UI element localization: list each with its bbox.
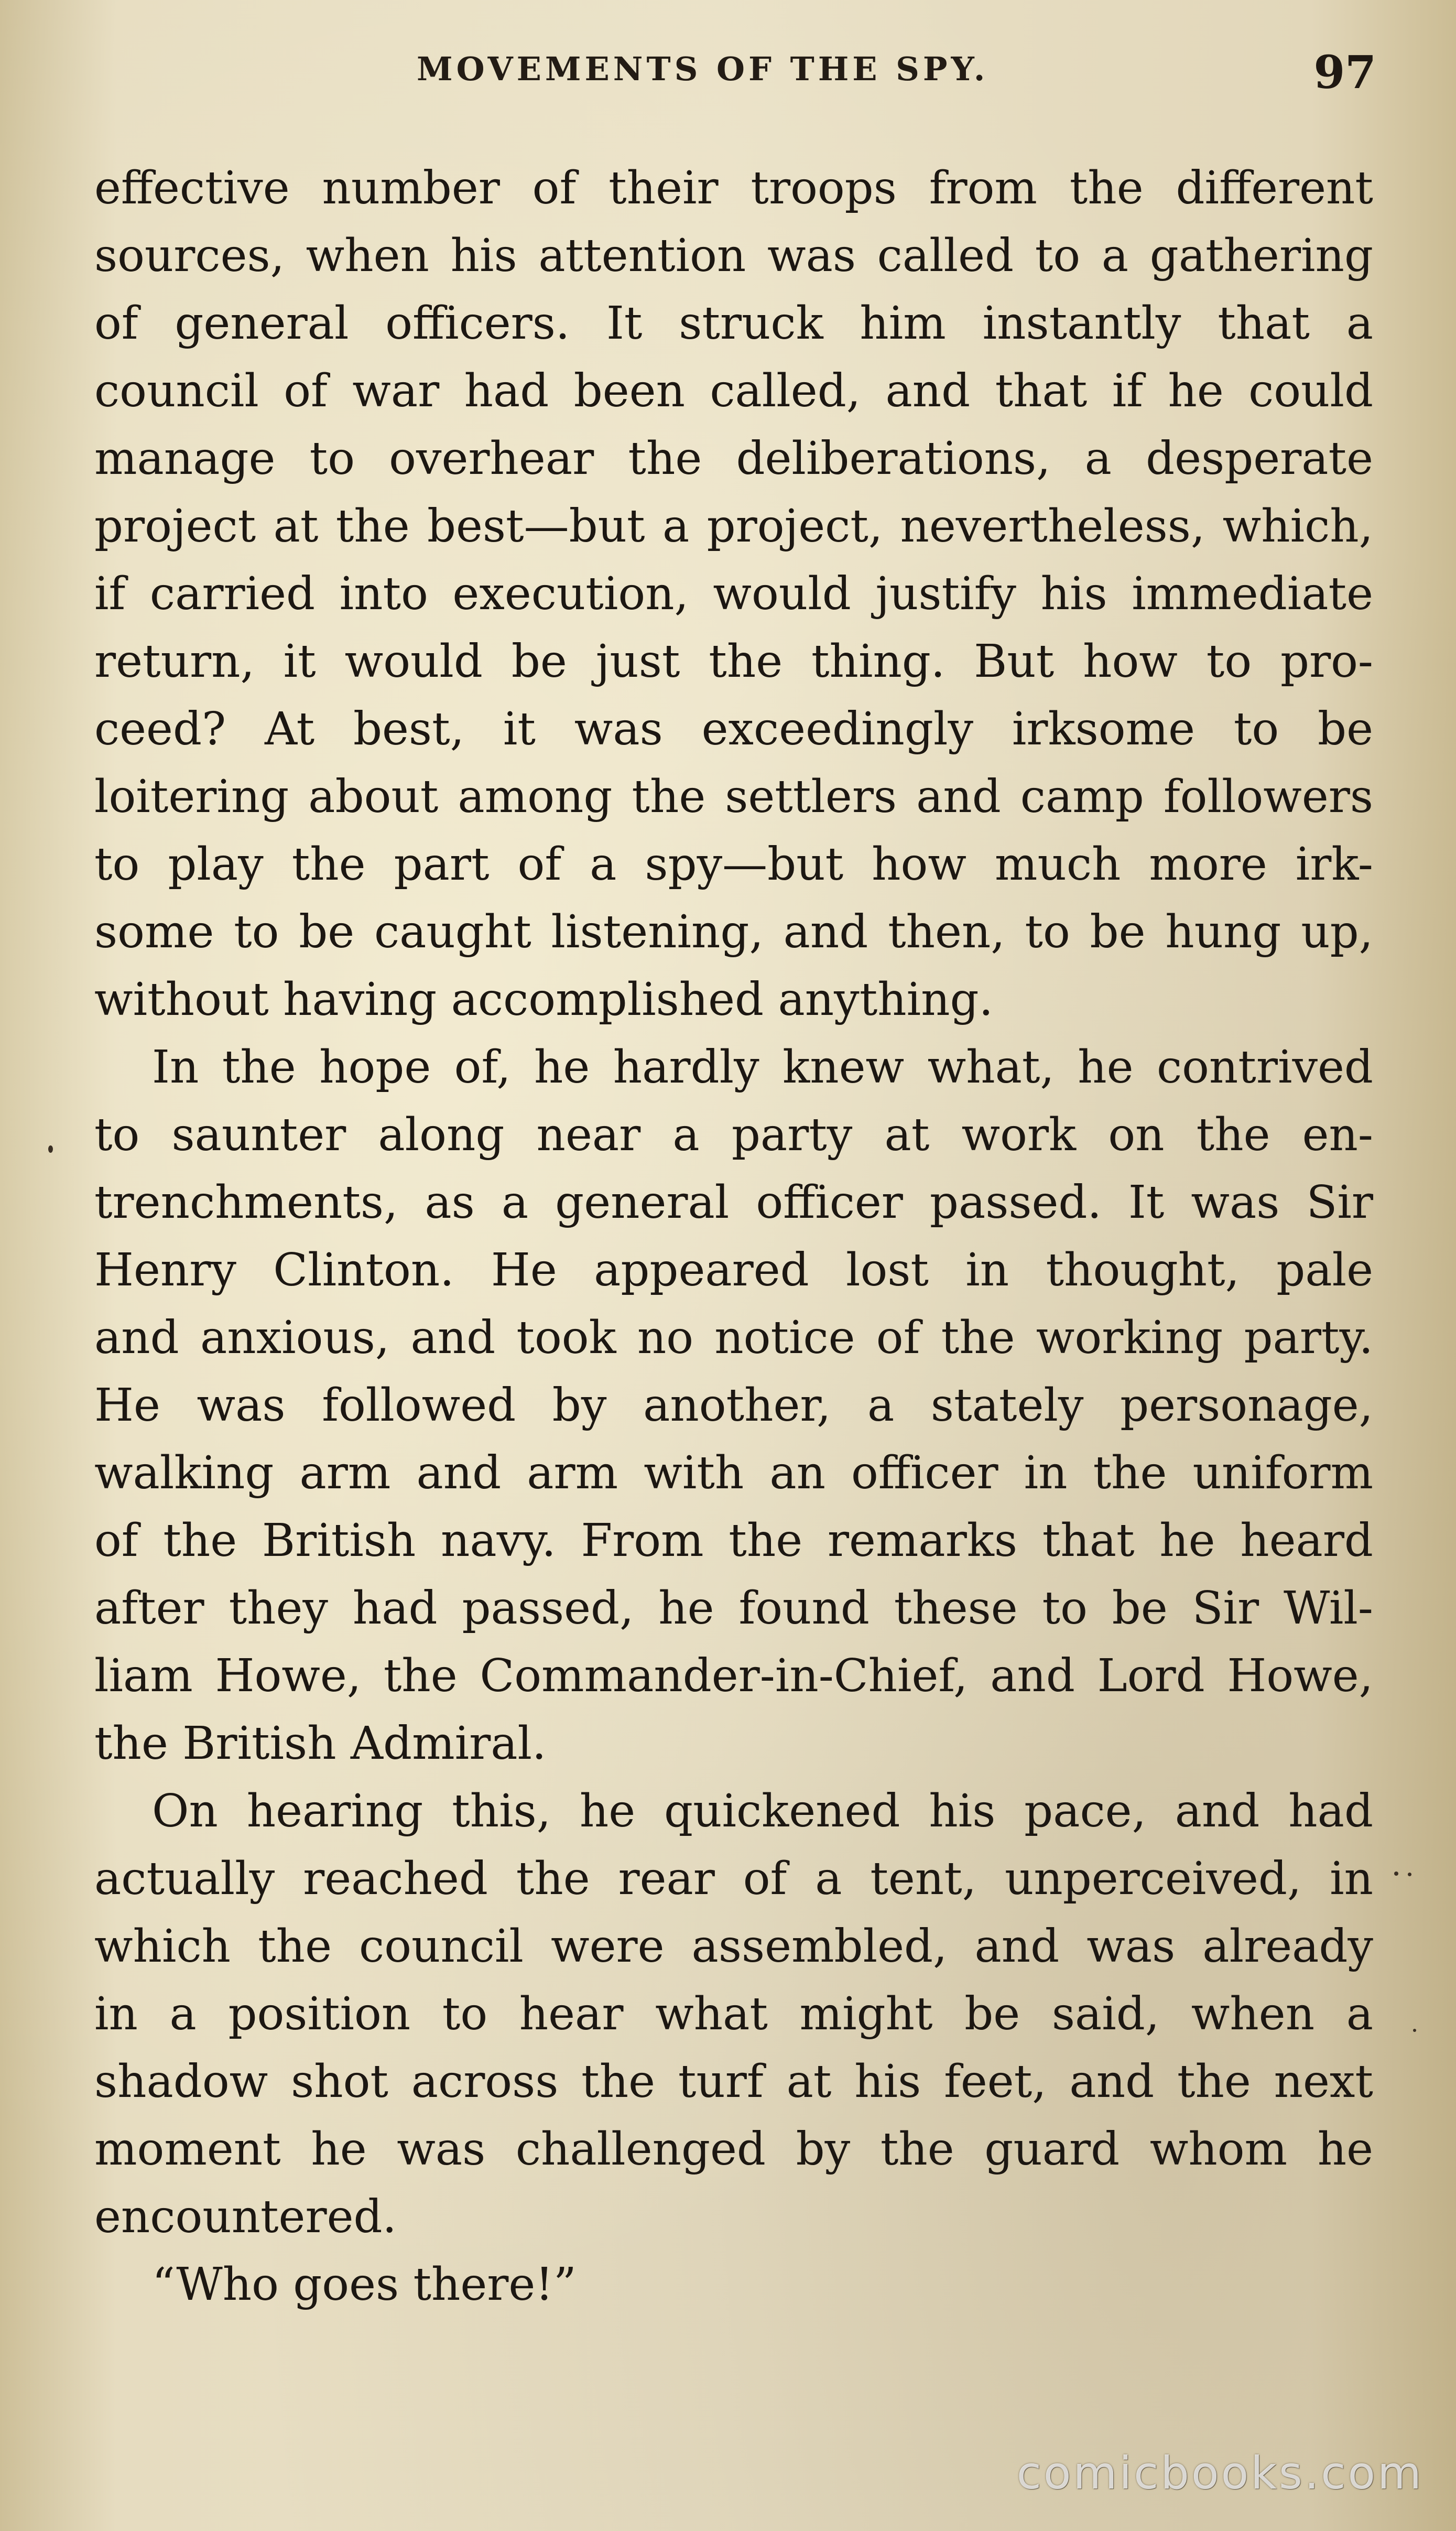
- paragraph-3: [94, 1778, 1373, 2251]
- text-line: walking arm and arm with an officer in the uniform: [94, 1447, 1373, 1499]
- running-head: MOVEMENTS OF THE SPY.: [417, 50, 989, 88]
- text-line: loitering about among the settlers and camp followers: [94, 771, 1373, 823]
- text-line: of general officers. It struck him instantly that a: [94, 297, 1373, 350]
- text-line: In the hope of, he hardly knew what, he contrived: [152, 1041, 1373, 1094]
- watermark: comicbooks.com: [1016, 2447, 1424, 2500]
- paragraph-2: [94, 1034, 1373, 1778]
- text-line: to saunter along near a party at work on the en-: [94, 1109, 1373, 1161]
- text-line: to play the part of a spy—but how much more irk-: [94, 838, 1373, 891]
- text-line: shadow shot across the turf at his feet, and the next: [94, 2056, 1373, 2108]
- paragraph-1: [94, 155, 1373, 1034]
- text-line: “Who goes there!”: [152, 2258, 577, 2311]
- text-line: of the British navy. From the remarks that he heard: [94, 1515, 1373, 1567]
- text-line: return, it would be just the thing. But how to pro-: [94, 635, 1373, 688]
- text-line: He was followed by another, a stately personage,: [94, 1379, 1373, 1432]
- text-line: actually reached the rear of a tent, unperceived, in: [94, 1853, 1373, 1905]
- ink-speck: [48, 1145, 53, 1153]
- text-line: and anxious, and took no notice of the working party.: [94, 1312, 1373, 1364]
- body-text: [94, 155, 1373, 2319]
- text-line: which the council were assembled, and was already: [94, 1920, 1373, 1973]
- text-line: On hearing this, he quickened his pace, and had: [152, 1785, 1373, 1837]
- page-number: 97: [1313, 46, 1376, 99]
- text-line: Henry Clinton. He appeared lost in thought, pale: [94, 1244, 1373, 1296]
- text-line: the British Admiral.: [94, 1717, 547, 1770]
- text-line: council of war had been called, and that if he could: [94, 365, 1373, 417]
- text-line: encountered.: [94, 2191, 397, 2243]
- text-line: manage to overhear the deliberations, a desperate: [94, 432, 1373, 485]
- paragraph-4: [94, 2251, 1373, 2319]
- text-line: liam Howe, the Commander-in-Chief, and Lord Howe,: [94, 1650, 1373, 1702]
- text-line: after they had passed, he found these to be Sir Wil-: [94, 1582, 1373, 1635]
- ink-speck: [1413, 2029, 1416, 2032]
- text-line: sources, when his attention was called to a gathering: [94, 230, 1373, 282]
- ink-speck: [1408, 1873, 1411, 1876]
- text-line: project at the best—but a project, nevertheless, which,: [94, 500, 1373, 553]
- text-line: trenchments, as a general officer passed. It was Sir: [94, 1176, 1373, 1229]
- text-line: effective number of their troops from the different: [94, 162, 1373, 214]
- text-line: some to be caught listening, and then, to be hung up,: [94, 906, 1373, 958]
- text-line: without having accomplished anything.: [94, 974, 993, 1026]
- text-line: if carried into execution, would justify his immediate: [94, 568, 1373, 620]
- text-line: ceed? At best, it was exceedingly irksome to be: [94, 703, 1373, 755]
- text-line: moment he was challenged by the guard whom he: [94, 2123, 1373, 2176]
- ink-speck: [1394, 1872, 1398, 1876]
- text-line: in a position to hear what might be said, when a: [94, 1988, 1373, 2040]
